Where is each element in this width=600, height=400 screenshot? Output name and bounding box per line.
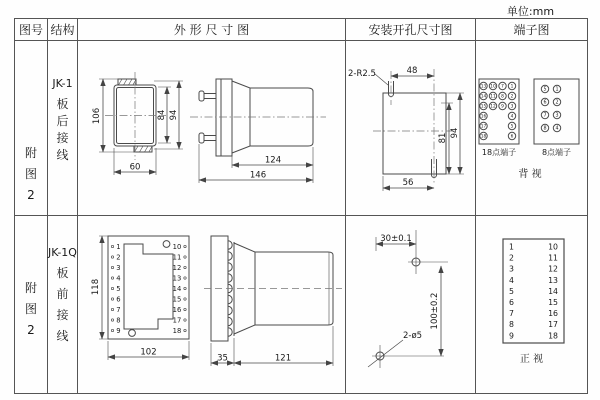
svg-text:5: 5 <box>509 286 514 296</box>
svg-text:6: 6 <box>116 295 121 304</box>
svg-text:8: 8 <box>116 316 121 325</box>
svg-text:2: 2 <box>509 253 514 263</box>
svg-text:6: 6 <box>543 100 547 106</box>
dim-label-48: 48 <box>406 66 418 76</box>
svg-text:3: 3 <box>509 264 514 274</box>
dim-label-56: 56 <box>402 178 414 188</box>
jk1q-install-hole-drawing <box>346 216 476 393</box>
svg-text:9: 9 <box>509 331 514 341</box>
svg-text:7: 7 <box>501 84 504 90</box>
header-structure: 结构 <box>48 19 78 41</box>
row1-model: JK-1 <box>52 77 73 90</box>
dim-label-81: 81 <box>438 132 448 144</box>
svg-text:11: 11 <box>490 94 496 100</box>
svg-text:18: 18 <box>480 134 487 140</box>
install-panel-outline <box>383 81 446 178</box>
svg-text:4: 4 <box>510 114 514 120</box>
header-terminal-diagram: 端子图 <box>476 19 587 41</box>
svg-text:17: 17 <box>172 316 182 325</box>
svg-text:5: 5 <box>543 87 547 93</box>
dim-label-124: 124 <box>264 155 282 166</box>
svg-text:5: 5 <box>116 285 121 293</box>
dim-label-60: 60 <box>129 162 141 173</box>
dim-label-118: 118 <box>91 278 101 296</box>
mounting-holes <box>376 258 423 360</box>
svg-text:17: 17 <box>480 124 487 130</box>
svg-text:7: 7 <box>509 309 514 319</box>
row2-structure-cell <box>48 216 78 393</box>
svg-text:12: 12 <box>490 104 496 110</box>
row1-view-label: 背 视 <box>518 169 542 180</box>
dim-label-94-install: 94 <box>450 127 460 139</box>
svg-text:1: 1 <box>116 243 121 251</box>
dim-label-106: 106 <box>92 107 102 125</box>
svg-text:11: 11 <box>548 253 558 263</box>
jk1-install-hole-drawing <box>346 41 476 216</box>
svg-text:16: 16 <box>548 309 558 319</box>
jk1-outline-drawing <box>78 41 346 216</box>
svg-text:1: 1 <box>555 87 559 93</box>
svg-text:15: 15 <box>480 104 487 110</box>
row2-outline-cell <box>78 216 346 393</box>
jk1q-outline-drawing <box>78 216 346 393</box>
svg-text:15: 15 <box>548 298 558 307</box>
header-install-dims: 安装开孔尺寸图 <box>346 19 476 41</box>
dim-label-94: 94 <box>169 109 179 121</box>
header-outline-dims: 外 形 尺 寸 图 <box>78 19 346 41</box>
svg-text:14: 14 <box>172 285 182 293</box>
dim-label-84: 84 <box>157 109 167 121</box>
svg-text:4: 4 <box>116 274 121 283</box>
jk1q-terminal-diagram <box>476 216 587 393</box>
svg-text:14: 14 <box>548 286 558 296</box>
svg-text:10: 10 <box>490 84 496 90</box>
header-fig-no: 图号 <box>15 19 48 41</box>
svg-text:5: 5 <box>510 124 514 130</box>
svg-text:13: 13 <box>548 275 558 285</box>
front-view-extension-lines <box>99 79 183 175</box>
label-8pt-terminal: 8点端子 <box>541 148 572 157</box>
terminal-numbers-right <box>548 243 558 341</box>
svg-text:2: 2 <box>116 253 121 262</box>
dim-label-121: 121 <box>274 353 292 364</box>
terminal-18pt-numbers <box>481 84 514 140</box>
svg-text:3: 3 <box>116 264 121 272</box>
svg-text:15: 15 <box>172 295 182 304</box>
svg-text:9: 9 <box>501 104 504 110</box>
svg-text:1: 1 <box>509 242 514 252</box>
install-centerlines <box>373 69 454 184</box>
dim-label-100: 100±0.2 <box>430 292 440 330</box>
svg-text:9: 9 <box>116 327 121 335</box>
svg-text:7: 7 <box>543 113 547 119</box>
row1-outline-cell <box>78 41 346 216</box>
svg-text:10: 10 <box>172 243 182 251</box>
svg-text:2: 2 <box>510 94 514 100</box>
svg-text:3: 3 <box>555 113 559 119</box>
svg-text:8: 8 <box>501 94 504 100</box>
svg-text:14: 14 <box>480 94 487 100</box>
svg-text:13: 13 <box>172 274 182 283</box>
svg-text:7: 7 <box>116 306 121 314</box>
jk1q-side-extension-lines <box>211 326 333 366</box>
row1-wiring: 板后接线 <box>56 97 69 162</box>
row1-terminal-cell <box>476 41 587 216</box>
svg-text:1: 1 <box>510 84 514 90</box>
svg-text:18: 18 <box>172 327 182 335</box>
row1-structure-cell <box>48 41 78 216</box>
svg-text:4: 4 <box>509 275 514 285</box>
svg-text:3: 3 <box>510 104 514 110</box>
row1-install-cell <box>346 41 476 216</box>
row1-fig-no: 附图2 <box>24 146 37 202</box>
pin-numbers-right <box>173 243 182 335</box>
dim-label-102: 102 <box>140 347 157 358</box>
svg-text:16: 16 <box>172 306 182 314</box>
hole-diameter-label: 2-ø5 <box>403 331 423 341</box>
svg-text:11: 11 <box>172 253 182 262</box>
jk1-terminal-diagram <box>476 41 587 216</box>
row2-terminal-cell <box>476 216 587 393</box>
svg-text:16: 16 <box>480 114 487 120</box>
svg-text:12: 12 <box>172 264 182 272</box>
svg-text:4: 4 <box>555 126 559 132</box>
jk1-side-view <box>199 79 313 156</box>
row2-fig-no: 附图2 <box>24 281 37 337</box>
terminal-8pt-numbers <box>543 87 558 132</box>
unit-label: 单位:mm <box>506 5 555 18</box>
row2-view-label: 正 视 <box>519 354 544 365</box>
dim-label-146: 146 <box>249 170 267 181</box>
row2-install-cell <box>346 216 476 393</box>
row2-model: JK-1Q <box>48 246 77 259</box>
svg-text:8: 8 <box>543 126 547 132</box>
svg-text:18: 18 <box>548 331 558 341</box>
svg-text:6: 6 <box>509 298 514 307</box>
row2-wiring: 板前接线 <box>56 266 69 343</box>
svg-text:10: 10 <box>548 242 558 252</box>
svg-text:2: 2 <box>555 100 559 106</box>
svg-text:17: 17 <box>548 320 558 330</box>
svg-text:13: 13 <box>480 84 487 90</box>
pin-numbers-left <box>116 243 120 335</box>
svg-text:8: 8 <box>509 320 514 330</box>
terminal-numbers-left <box>509 243 514 341</box>
dim-label-30: 30±0.1 <box>380 234 412 244</box>
label-18pt-terminal: 18点端子 <box>481 148 517 157</box>
svg-text:12: 12 <box>548 264 558 274</box>
row2-fig-no-cell <box>15 216 48 393</box>
dimension-table <box>14 18 588 394</box>
slot-radius-label: 2-R2.5 <box>348 69 376 79</box>
row1-fig-no-cell <box>15 41 48 216</box>
dim-label-35: 35 <box>217 353 228 364</box>
svg-text:6: 6 <box>510 134 514 140</box>
